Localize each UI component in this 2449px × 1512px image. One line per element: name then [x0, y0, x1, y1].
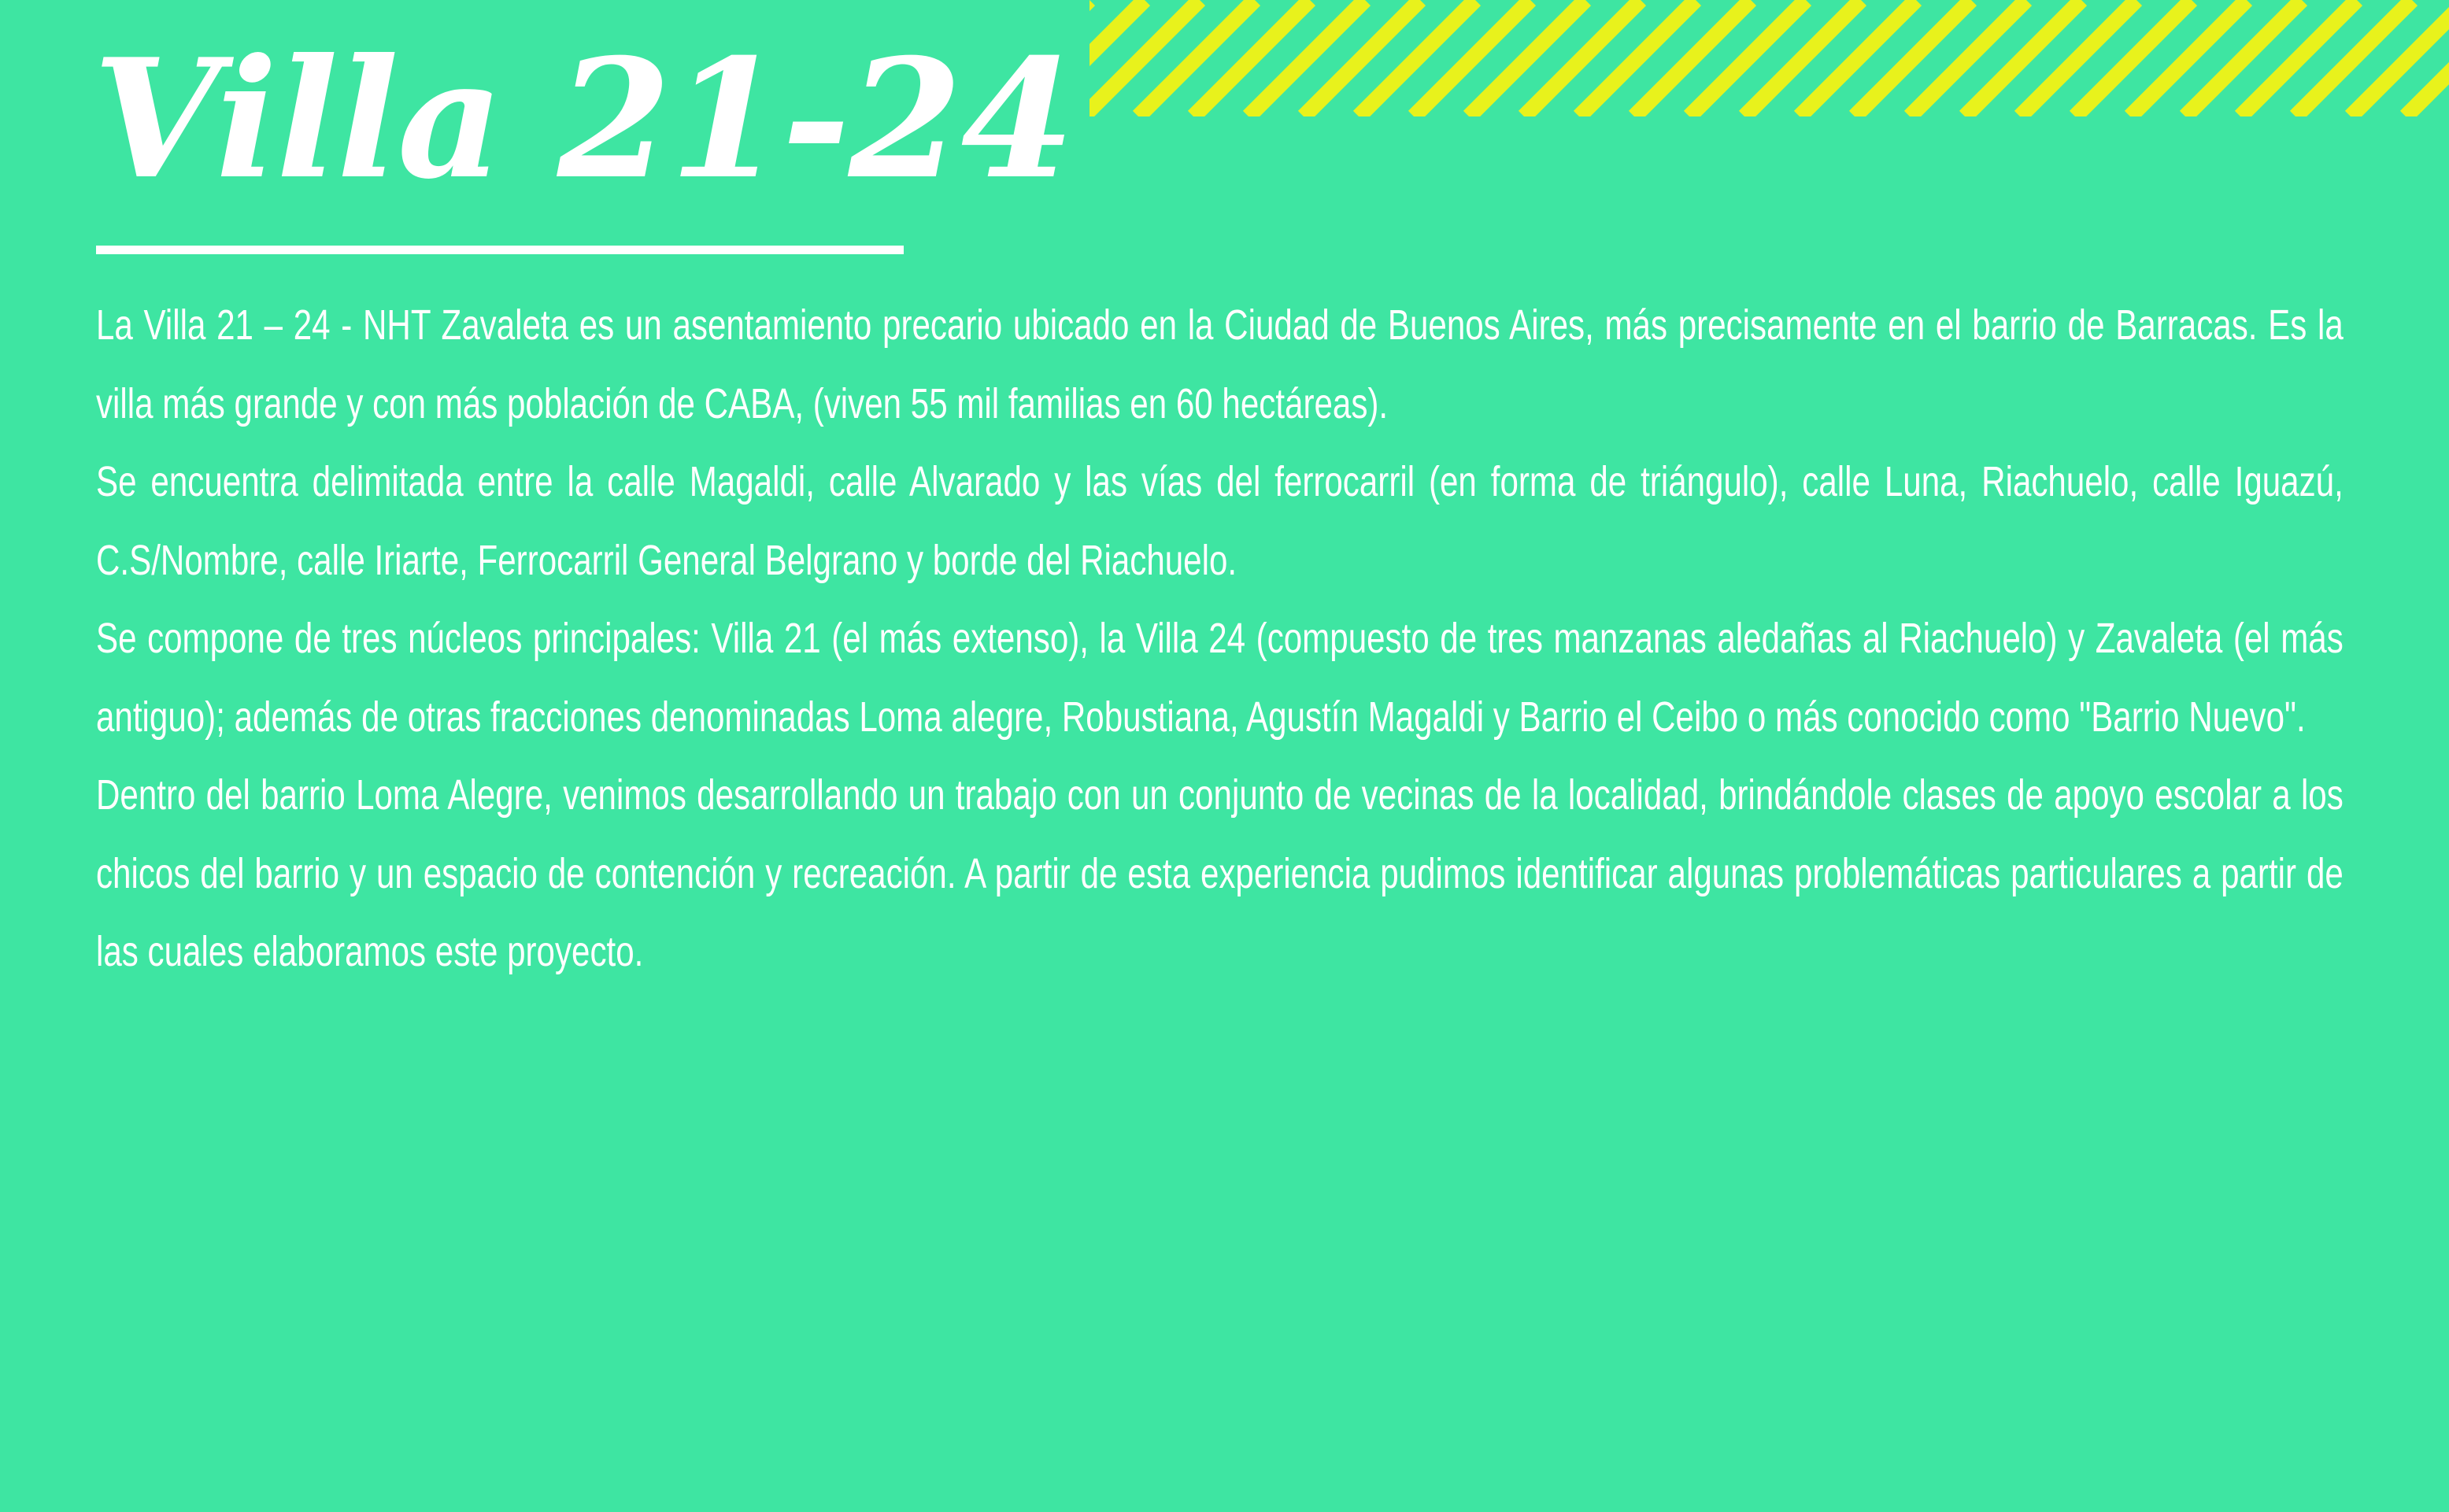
stripe — [1524, 0, 1641, 116]
decorative-stripes — [1089, 0, 2449, 116]
stripe — [2295, 0, 2412, 116]
stripe — [1089, 0, 1200, 116]
stripe — [1910, 0, 2026, 116]
stripe — [2240, 0, 2357, 116]
paragraph-nuclei: Se compone de tres núcleos principales: Villa 21 (el más extenso), la Villa 24 (compuesto de tres manzanas aledañas al Riachuelo) y Zavaleta (el más antiguo); además de otras fracciones denominadas Loma alegre, Robustiana, Agustín Magaldi y Barrio el Ceibo o más conocido como "Barrio Nuevo". — [96, 615, 2344, 741]
stripe — [1800, 0, 1916, 116]
stripe — [1359, 0, 1475, 116]
stripe — [1138, 0, 1255, 116]
stripe — [1744, 0, 1861, 116]
stripe — [1634, 0, 1751, 116]
paragraph-location: La Villa 21 – 24 - NHT Zavaleta es un asentamiento precario ubicado en la Ciudad de Buenos Aires, más precisamente en el barrio de Barracas. Es la villa más grande y con más población de CABA, (viven 55 mil familias en 60 hectáreas). — [96, 301, 2344, 427]
stripe — [2075, 0, 2192, 116]
stripe — [1414, 0, 1530, 116]
stripe — [1193, 0, 1310, 116]
stripe — [1965, 0, 2081, 116]
paragraph-project: Dentro del barrio Loma Alegre, venimos desarrollando un trabajo con un conjunto de vecinas de la localidad, brindándole clases de apoyo escolar a los chicos del barrio y un espacio de contención y recreación. A partir de esta experiencia pudimos identificar algunas problemáticas particulares a partir de las cuales elaboramos este proyecto. — [96, 771, 2344, 975]
stripe — [2185, 0, 2302, 116]
stripe — [1469, 0, 1585, 116]
page-title: Villa 21-24 — [93, 24, 1074, 216]
body-text — [96, 287, 2344, 992]
stripe — [1855, 0, 1971, 116]
stripe — [2130, 0, 2247, 116]
stripe — [1304, 0, 1420, 116]
paragraph-boundaries: Se encuentra delimitada entre la calle Magaldi, calle Alvarado y las vías del ferrocarril (en forma de triángulo), calle Luna, Riachuelo, calle Iguazú, C.S/Nombre, calle Iriarte, Ferrocarril General Belgrano y borde del Riachuelo. — [96, 458, 2344, 584]
stripe — [1689, 0, 1806, 116]
title-underline — [96, 246, 904, 254]
stripe — [1249, 0, 1365, 116]
stripe — [2020, 0, 2136, 116]
stripe — [1579, 0, 1696, 116]
